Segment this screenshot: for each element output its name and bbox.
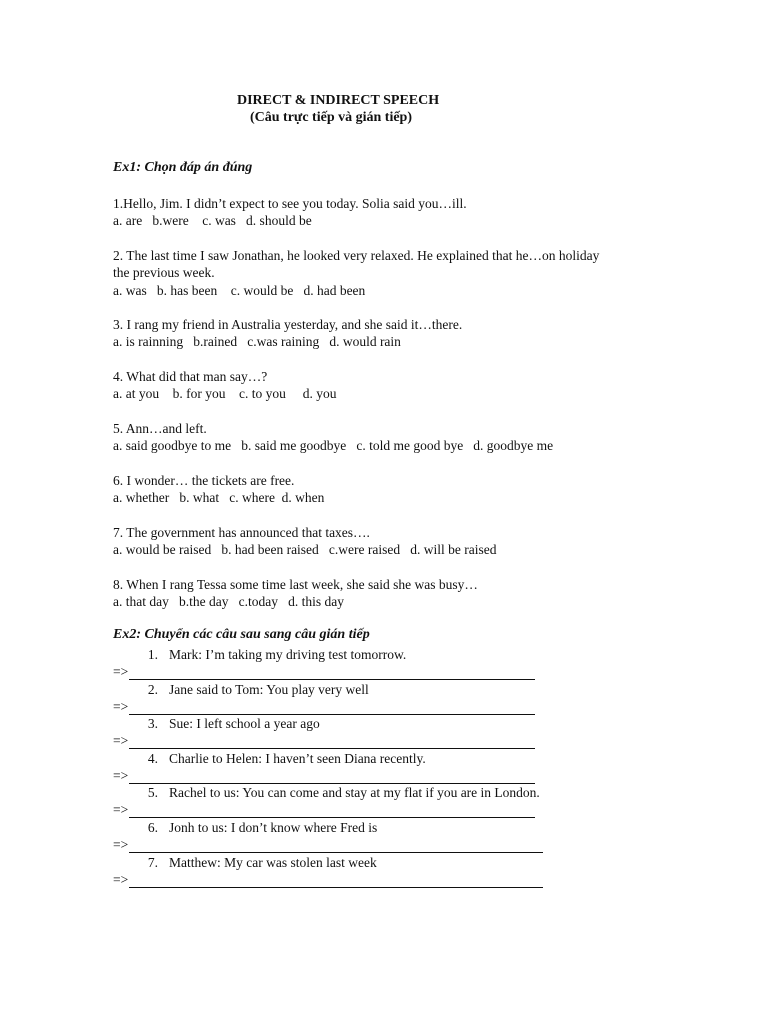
answer-line	[113, 732, 553, 749]
ex2-heading: Ex2: Chuyển các câu sau sang câu gián tiếp	[113, 627, 370, 642]
transform-prompt	[113, 715, 553, 732]
item-number: 4.	[147, 750, 158, 766]
answer-blank[interactable]	[129, 804, 535, 818]
question-stem-line: 7. The government has announced that taxes….	[113, 525, 370, 540]
answer-arrow: =>	[113, 698, 129, 714]
item-number: 5.	[147, 785, 158, 801]
question-stem-line: 5. Ann…and left.	[113, 421, 207, 436]
question-stem-line: the previous week.	[113, 265, 215, 281]
question-5	[113, 420, 673, 455]
transform-item-2	[113, 681, 553, 715]
question-stem-line: 6. I wonder… the tickets are free.	[113, 473, 295, 488]
question-stem-line: 2. The last time I saw Jonathan, he looked very relaxed. He explained that he…on holiday	[113, 248, 600, 263]
question-stem-line: 8. When I rang Tessa some time last week, she said she was busy…	[113, 577, 478, 592]
answer-arrow: =>	[113, 664, 129, 679]
question-1	[113, 195, 673, 230]
transform-prompt	[113, 784, 553, 801]
question-2	[113, 247, 673, 299]
answer-options: a. is rainning b.rained c.was raining d. would rain	[113, 334, 401, 350]
answer-line	[113, 871, 553, 888]
transform-item-3	[113, 715, 553, 749]
answer-line	[113, 698, 553, 715]
answer-options: a. said goodbye to me b. said me goodbye c. told me good bye d. goodbye me	[113, 438, 554, 454]
question-7	[113, 524, 673, 559]
transform-prompt	[113, 819, 553, 836]
answer-blank[interactable]	[129, 735, 535, 749]
question-6	[113, 472, 673, 507]
answer-blank[interactable]	[129, 701, 535, 715]
answer-options: a. whether b. what c. where d. when	[113, 490, 325, 506]
answer-options: a. was b. has been c. would be d. had been	[113, 282, 366, 298]
item-number: 3.	[147, 716, 158, 732]
item-number: 6.	[147, 820, 158, 835]
item-sentence: Mark: I’m taking my driving test tomorrow.	[169, 647, 407, 662]
item-sentence: Matthew: My car was stolen last week	[169, 854, 377, 870]
question-8	[113, 576, 673, 611]
item-sentence: Charlie to Helen: I haven’t seen Diana recently.	[169, 750, 426, 766]
answer-arrow: =>	[113, 767, 129, 783]
answer-options: a. would be raised b. had been raised c.were raised d. will be raised	[113, 542, 497, 558]
document-title: DIRECT & INDIRECT SPEECH	[237, 93, 440, 108]
answer-blank[interactable]	[129, 666, 535, 680]
document-title-block	[0, 92, 768, 126]
answer-blank[interactable]	[129, 770, 535, 784]
answer-line	[113, 767, 553, 784]
transform-prompt	[113, 854, 553, 871]
item-sentence: Jane said to Tom: You play very well	[169, 681, 369, 697]
transform-item-6	[113, 819, 553, 853]
answer-line	[113, 801, 553, 818]
transform-item-5	[113, 784, 553, 818]
item-sentence: Rachel to us: You can come and stay at my flat if you are in London.	[169, 785, 540, 801]
transform-item-7	[113, 854, 553, 888]
transform-item-1	[113, 646, 553, 680]
answer-options: a. at you b. for you c. to you d. you	[113, 386, 337, 402]
document-subtitle: (Câu trực tiếp và gián tiếp)	[250, 110, 412, 125]
item-number: 7.	[147, 854, 158, 870]
transform-item-4	[113, 750, 553, 784]
answer-blank[interactable]	[129, 874, 543, 888]
answer-line	[113, 836, 553, 853]
transform-prompt	[113, 750, 553, 767]
item-number: 1.	[147, 647, 158, 662]
transform-prompt	[113, 646, 553, 663]
answer-arrow: =>	[113, 837, 129, 852]
answer-blank[interactable]	[129, 839, 543, 853]
question-4	[113, 368, 673, 403]
answer-arrow: =>	[113, 733, 129, 749]
answer-arrow: =>	[113, 802, 129, 818]
question-stem-line: 3. I rang my friend in Australia yesterday, and she said it…there.	[113, 317, 463, 332]
item-sentence: Sue: I left school a year ago	[169, 716, 320, 732]
item-number: 2.	[147, 681, 158, 697]
question-stem-line: 4. What did that man say…?	[113, 369, 268, 384]
answer-line	[113, 663, 553, 680]
question-3	[113, 316, 673, 351]
answer-arrow: =>	[113, 871, 129, 887]
question-stem-line: 1.Hello, Jim. I didn’t expect to see you today. Solia said you…ill.	[113, 196, 467, 211]
answer-options: a. that day b.the day c.today d. this day	[113, 594, 344, 610]
transform-prompt	[113, 681, 553, 698]
ex1-heading: Ex1: Chọn đáp án đúng	[113, 160, 253, 175]
answer-options: a. are b.were c. was d. should be	[113, 213, 312, 229]
item-sentence: Jonh to us: I don’t know where Fred is	[169, 820, 378, 835]
